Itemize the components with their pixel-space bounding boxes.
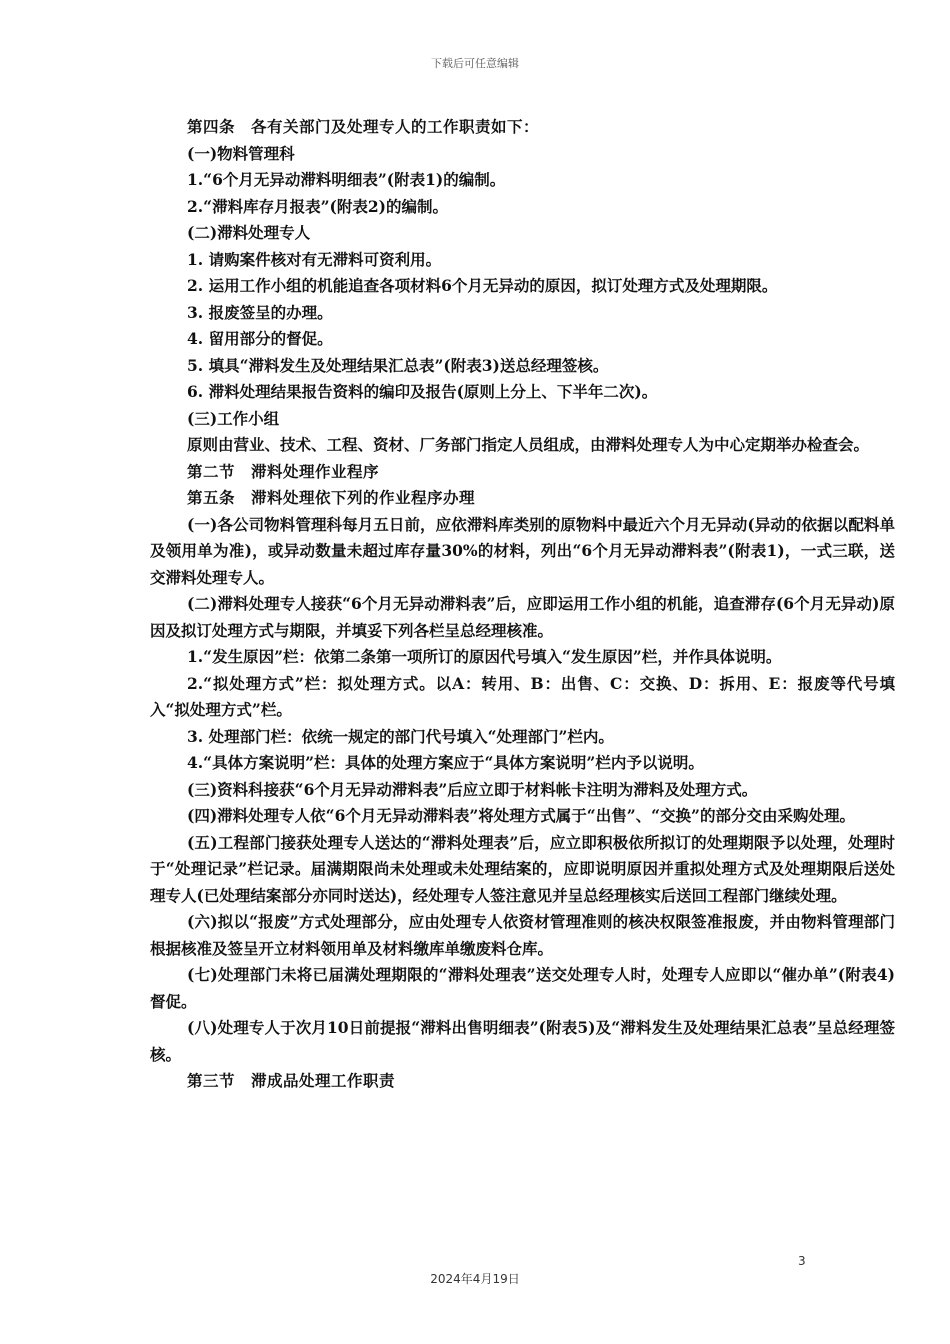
footer-date: 2024年4月19日 [430, 1272, 520, 1286]
list-item: 1.“发生原因”栏：依第二条第一项所订的原因代号填入“发生原因”栏，并作具体说明。 [187, 647, 782, 666]
paragraph: (七)处理部门未将已届满处理期限的“滞料处理表”送交处理专人时，处理专人应即以“催办单”(附表4)督促。 [150, 965, 895, 1011]
list-item: 1. 请购案件核对有无滞料可资利用。 [187, 249, 442, 269]
subsection-dead-stock-handler: (二)滞料处理专人 [187, 223, 311, 242]
list-item: 2.“滞料库存月报表”(附表2)的编制。 [187, 196, 448, 216]
list-item: 6. 滞料处理结果报告资料的编印及报告(原则上分上、下半年二次)。 [187, 382, 658, 401]
paragraph: (八)处理专人于次月10日前提报“滞料出售明细表”(附表5)及“滞料发生及处理结果汇总表”呈总经理签核。 [150, 1018, 895, 1064]
paragraph: (五)工程部门接获处理专人送达的“滞料处理表”后，应立即积极依所拟订的处理期限予以处理，处理时于“处理记录”栏记录。届满期限尚未处理或未处理结案的，应即说明原因并重拟处理方式及处理期限后送处理专人(已处理结案部分亦同时送达)，经处理专人签注意见并呈总经理核实后送回工程部门继续处理。 [150, 832, 895, 905]
list-item: 3. 处理部门栏：依统一规定的部门代号填入“处理部门”栏内。 [187, 726, 614, 746]
paragraph: (三)资料科接获“6个月无异动滞料表”后应立即于材料帐卡注明为滞料及处理方式。 [187, 779, 758, 799]
page-header: 下载后可任意编辑 [431, 57, 519, 70]
page-number: 3 [798, 1254, 806, 1268]
list-item: 2. 运用工作小组的机能追查各项材料6个月无异动的原因，拟订处理方式及处理期限。 [187, 276, 778, 295]
list-item: 4. 留用部分的督促。 [187, 329, 333, 348]
paragraph: (二)滞料处理专人接获“6个月无异动滞料表”后，应即运用工作小组的机能，追查滞存(6个月无异动)原因及拟订处理方式与期限，并填妥下列各栏呈总经理核准。 [150, 594, 895, 640]
list-item: 5. 填具“滞料发生及处理结果汇总表”(附表3)送总经理签核。 [187, 355, 609, 375]
list-item: 4.“具体方案说明”栏：具体的处理方案应于“具体方案说明”栏内予以说明。 [187, 753, 704, 772]
document-body [150, 114, 895, 1095]
section-2-heading: 第二节 滞料处理作业程序 [187, 461, 380, 481]
article-5-heading: 第五条 滞料处理依下列的作业程序办理 [187, 488, 476, 507]
article-4-heading: 第四条 各有关部门及处理专人的工作职责如下： [187, 117, 540, 136]
paragraph: (四)滞料处理专人依“6个月无异动滞料表”将处理方式属于“出售”、“交换”的部分交由采购处理。 [187, 806, 855, 825]
paragraph: (六)拟以“报废”方式处理部分，应由处理专人依资材管理准则的核决权限签准报废，并由物料管理部门根据核准及签呈开立材料领用单及材料缴库单缴废料仓库。 [150, 912, 895, 958]
list-item: 1.“6个月无异动滞料明细表”(附表1)的编制。 [187, 170, 506, 189]
paragraph: (一)各公司物料管理科每月五日前，应依滞料库类别的原物料中最近六个月无异动(异动的依据以配料单及领用单为准)，或异动数量未超过库存量30%的材料，列出“6个月无异动滞料表”(附表1)，一式三联，送交滞料处理专人。 [150, 514, 895, 587]
list-item: 3. 报废签呈的办理。 [187, 302, 333, 322]
paragraph: 原则由营业、技术、工程、资材、厂务部门指定人员组成，由滞料处理专人为中心定期举办检查会。 [187, 435, 870, 454]
section-3-heading: 第三节 滞成品处理工作职责 [187, 1071, 396, 1090]
subsection-material-management: (一)物料管理科 [187, 143, 295, 163]
list-item: 2.“拟处理方式”栏：拟处理方式。以A：转用、B：出售、C：交换、D：拆用、E：报废等代号填入“拟处理方式”栏。 [150, 673, 895, 719]
subsection-work-group: (三)工作小组 [187, 408, 280, 428]
